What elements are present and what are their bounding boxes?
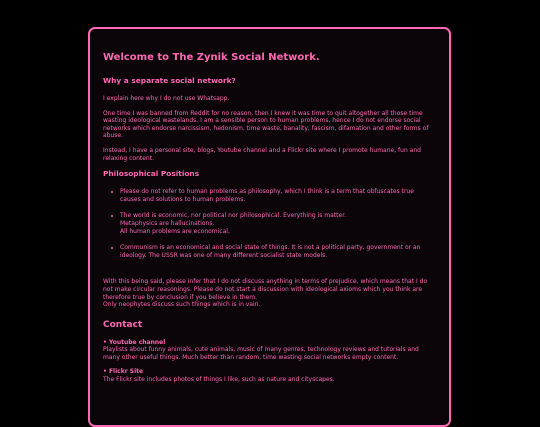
flickr-title: Flickr Site [108,368,144,376]
position-text: The world is economic, nor political nor philosophical. Everything is matter. [120,212,347,220]
why-heading: Why a separate social network? [103,76,236,85]
closing-text: With this being said, please infer that I do not discuss anything in terms of prejudice, which means that I do not make circular reasonings. Please do not start a discussion with ideological axioms which you think are therefore true by conclusion if you believe in them. [103,278,428,301]
contact-item-youtube [103,339,436,362]
youtube-link[interactable] [103,339,436,347]
position-text: Metaphysics are hallucinations. [120,219,215,227]
contact-item-flickr [103,368,436,383]
contact-heading: Contact [103,319,143,330]
position-text: Please do not refer to human problems as philosophy, which I think is a term that obfuscates true causes and solutions to human problems. [120,188,414,203]
why-paragraph-3: Instead, I have a personal site, blogs, Youtube channel and a Flickr site where I promote humane, fun and relaxing content. [103,146,421,162]
spacer [103,268,436,278]
closing-paragraph [103,278,436,308]
bullet: • [103,338,107,346]
position-text: All human problems are economical. [120,227,230,235]
page-title: Welcome to The Zynik Social Network. [103,52,320,63]
youtube-title: Youtube channel [108,338,166,346]
flickr-description: The Flickr site includes photos of things I like, such as nature and cityscapes. [103,376,335,384]
bullet: • [103,368,107,376]
positions-heading: Philosophical Positions [103,169,200,179]
why-paragraph-1: I explain here why I do not use Whatsapp. [103,95,230,102]
youtube-description: Playlists about funny animals, cute animals, music of many genres, technology reviews and tutorials and many other useful things. Much better than random, time wasting social networks empty content. [103,346,419,361]
flickr-link[interactable] [103,368,436,376]
list-item [120,244,436,259]
list-item [120,188,436,203]
why-paragraph-2: One time I was banned from Reddit for no reason, then I knew it was time to quit altogether all those time wasting ideological wastelands. I am a sensible person to human problems, hence I do not endorse social networks which endorse narcissism, hedonism, time waste, banality, fascism, difamation and other forms of abuse. [103,109,429,140]
list-item [120,212,436,235]
content-panel [88,27,451,427]
positions-list [103,188,436,259]
position-text: Communism is an economical and social state of things. It is not a political party, government or an ideology. The USSR was one of many different socialist state models. [120,244,421,259]
closing-text-2: Only neophytes discuss such things which is in vain. [103,301,261,309]
